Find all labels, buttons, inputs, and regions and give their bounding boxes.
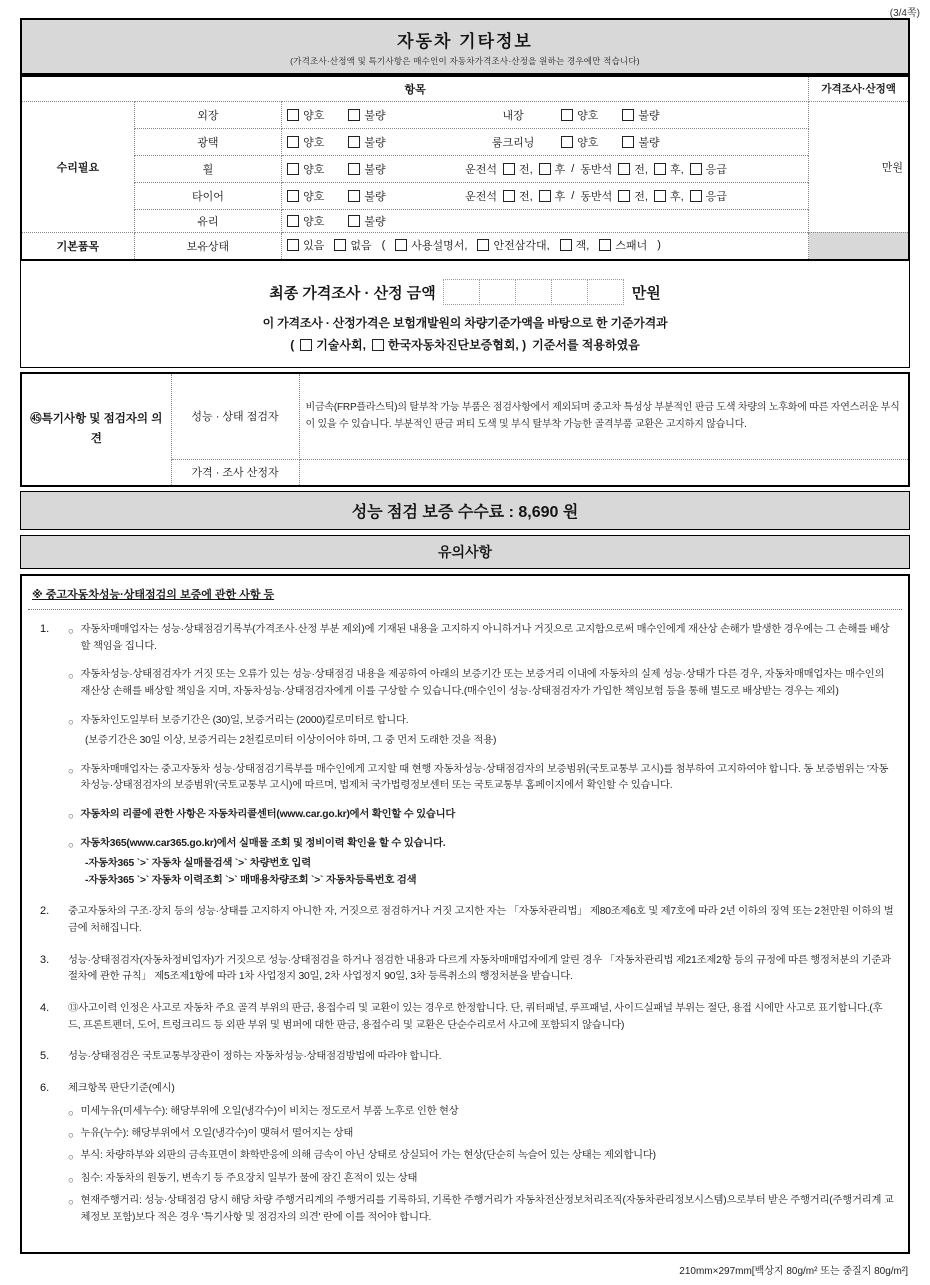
checkbox-interior-good[interactable] [561, 109, 573, 121]
page-number: (3/4쪽) [889, 8, 920, 19]
checkbox-manual[interactable] [395, 239, 407, 251]
special-remarks-table [20, 372, 910, 487]
price-digit-box[interactable] [443, 279, 480, 305]
checkbox-tire-driver-front[interactable] [503, 190, 515, 202]
row-label-retention: 보유상태 [134, 232, 281, 260]
paper-spec-footer: 210mm×297mm[백상지 80g/m² 또는 중질지 80g/m²] [679, 1266, 908, 1278]
checkbox-tire-emergency[interactable] [690, 190, 702, 202]
notice-number: 4. [40, 1001, 50, 1014]
paren-open: ( [381, 239, 386, 252]
inspector-opinion-text: 비금속(FRP플라스틱)의 탈부착 가능 부품은 점검사항에서 제외되며 중고차 특성상 부분적인 판금 도색 차량의 노후화에 따른 자연스러운 부식이 있을 수 있습니다. 부분적인 판금 퍼티 도색 및 부식 탈부착 가능한 골격부품 교환은 고지하지 않습니다. [299, 373, 909, 459]
warranty-fee-bar: 성능 점검 보증 수수료 : 8,690 원 [20, 491, 910, 530]
notice-item-4: 4. ⑬사고이력 인정은 사고로 자동차 주요 골격 부위의 판금, 용접수리 및 교환이 있는 경우로 한정합니다. 단, 쿼터패널, 루프패널, 사이드실패널 부위는 절단, 용접 시에만 사고로 표기합니다.(후드, 프론트펜더, 도어, 트렁크리드 등 외판 부위 및 범퍼에 대한 판금, 용접수리 및 교환은 단순수리로서 사고에 포함되지 않습니다) [32, 1001, 894, 1034]
form-title-box [20, 18, 910, 75]
row-label-interior: 내장 [502, 109, 524, 122]
row-label-polish: 광택 [134, 128, 281, 155]
checkbox-polish-bad[interactable] [348, 136, 360, 148]
price-digit-box[interactable] [479, 279, 516, 305]
checkbox-exterior-bad[interactable] [348, 109, 360, 121]
vehicle-condition-table: 항목 가격조사·산정액 수리필요 외장 양호 불량 내장 양호 불량 만원 광택 양호 불량 룸크리닝 양호 불량 휠 양호 불량 운전석 전, 후 / 동반석 전, 후, 응급 타이어 양호 불량 운전석 전, 후 / 동반석 전, 후, 응급 유리 양호 불량 기본품목 보유상태 있음 없음 ( 사용설명서, 안전삼각대, 잭, 스패너 ) [20, 75, 910, 261]
wheel-driver-label: 운전석 [465, 163, 497, 176]
checkbox-tire-good[interactable] [287, 190, 299, 202]
notice-title-bar: 유의사항 [20, 535, 910, 569]
notice-item-5: 5. 성능·상태점검은 국토교통부장관이 정하는 자동차성능·상태점검방법에 따라야 합니다. [32, 1049, 894, 1066]
row-label-glass: 유리 [134, 209, 281, 232]
notices-box [20, 574, 910, 1254]
bullet-circle-icon: ○ [68, 671, 74, 683]
final-price-label: 최종 가격조사 · 산정 금액 [269, 284, 436, 302]
checkbox-wheel-bad[interactable] [348, 163, 360, 175]
car365-path-1: -자동차365 `>` 자동차 실매물검색 `>` 차량번호 입력 [85, 857, 312, 869]
form-sheet [20, 18, 910, 1254]
price-digit-box[interactable] [587, 279, 624, 305]
notice-number: 5. [40, 1050, 50, 1063]
form-title: 자동차 기타정보 [397, 32, 533, 51]
checkbox-items-none[interactable] [334, 239, 346, 251]
notice-number: 3. [40, 953, 50, 966]
bullet-circle-icon: ○ [68, 1174, 74, 1186]
price-cell-disabled [809, 232, 909, 260]
notice-item-2: 2. 중고자동차의 구조·장치 등의 성능·상태를 고지하지 아니한 자, 거짓으로 점검하거나 거짓 고지한 자는 「자동차관리법」 제80조제6호 및 제7호에 따라 2년 이하의 징역 또는 2천만원 이하의 벌금에 처해집니다. [32, 904, 894, 937]
checkbox-wheel-good[interactable] [287, 163, 299, 175]
checkbox-roomcleaning-good[interactable] [561, 136, 573, 148]
checkbox-kada-association[interactable] [372, 339, 384, 351]
final-price-unit: 만원 [631, 284, 661, 302]
row-label-exterior: 외장 [134, 101, 281, 128]
notice-number: 6. [40, 1081, 50, 1094]
row-label-roomcleaning: 룸크리닝 [491, 136, 535, 149]
price-assessor-text [299, 459, 909, 486]
special-remarks-group: ㊺특기사항 및 점검자의 의견 [21, 373, 171, 486]
bullet-circle-icon: ○ [68, 1107, 74, 1119]
divider [28, 609, 902, 610]
paren-close: ) [657, 239, 661, 252]
row-label-wheel: 휠 [134, 155, 281, 182]
notice-number: 1. [40, 623, 50, 635]
tire-passenger-label: 동반석 [580, 190, 613, 203]
car365-path-2: -자동차365 `>` 자동차 이력조회 `>` 매매용차량조회 `>` 자동차등록번호 검색 [85, 874, 417, 886]
col-header-price: 가격조사·산정액 [809, 76, 909, 101]
price-assessor-label: 가격 · 조사 산정자 [171, 459, 299, 486]
bullet-circle-icon: ○ [68, 840, 74, 852]
checkbox-safety-triangle[interactable] [477, 239, 489, 251]
price-digit-boxes [444, 279, 624, 305]
row-label-tire: 타이어 [134, 182, 281, 209]
bullet-circle-icon: ○ [68, 716, 74, 728]
checkbox-wheel-emergency[interactable] [690, 163, 702, 175]
standard-applied-label: 기준서를 적용하였음 [532, 338, 640, 352]
bullet-circle-icon: ○ [68, 765, 74, 777]
notice-item-6: 6. 체크항목 판단기준(예시) ○ 미세누유(미세누수): 해당부위에 오일(냉각수)이 비치는 정도로서 부품 노후로 인한 현상 ○ 누유(누수): 해당부위에서 오일(냉각수)이 맺혀서 떨어지는 상태 ○ 부식: 차량하부와 외판의 금속표면이 화학반응에 의해 금속이 아닌 상태로 상실되어 가는 현상(단순히 녹슬어 있는 상태는 제외합니다) ○ 침수: 자동차의 원동기, 변속기 등 주요장치 일부가 물에 잠긴 흔적이 있는 상태 ○ 현재주행거리: 성능·상태점검 당시 해당 차량 주행거리계의 주행거리를 기록하되, 기록한 주행거리가 자동차전산정보처리조직(자동차관리정보시스템)으로부터 받은 주행거리(주행거리계 교체정보 포함)보다 적은 경우 '특기사항 및 점검자의 의견' 란에 이를 적어야 합니다. [32, 1081, 894, 1232]
bullet-circle-icon: ○ [68, 626, 74, 637]
notice-number: 2. [40, 905, 50, 918]
price-amount-unit: 만원 [809, 101, 909, 232]
checkbox-interior-bad[interactable] [622, 109, 634, 121]
col-header-item: 항목 [21, 76, 809, 101]
checkbox-wheel-driver-rear[interactable] [539, 163, 551, 175]
price-digit-box[interactable] [515, 279, 552, 305]
checkbox-jack[interactable] [560, 239, 572, 251]
check-criteria-label: 체크항목 판단기준(예시) [68, 1082, 175, 1094]
checkbox-tech-society[interactable] [300, 339, 312, 351]
bullet-circle-icon: ○ [68, 1129, 74, 1141]
checkbox-polish-good[interactable] [287, 136, 299, 148]
checkbox-spanner[interactable] [599, 239, 611, 251]
checkbox-items-have[interactable] [287, 239, 299, 251]
bullet-circle-icon: ○ [68, 811, 74, 823]
checkbox-wheel-passenger-rear[interactable] [654, 163, 666, 175]
price-digit-box[interactable] [551, 279, 588, 305]
checkbox-tire-passenger-rear[interactable] [654, 190, 666, 202]
checkbox-glass-good[interactable] [287, 215, 299, 227]
tire-driver-label: 운전석 [465, 190, 497, 203]
final-price-section: 최종 가격조사 · 산정 금액 만원 이 가격조사 · 산정가격은 보험개발원의 차량기준가액을 바탕으로 한 기준가격과 ( 기술사회, 한국자동차진단보증협회, ) 기준서를 적용하였음 [20, 261, 910, 368]
notice-item-3: 3. 성능·상태점검자(자동차정비업자)가 거짓으로 성능·상태점검을 하거나 점검한 내용과 다르게 자동차매매업자에게 알린 경우 「자동차관리법 제21조제2항 등의 규정에 따른 행정처분의 기준과 절차에 관한 규칙」 제5조제1항에 따라 1차 사업정지 30일, 2차 사업정지 90일, 3차 등록취소의 행정처분을 받습니다. [32, 953, 894, 986]
form-subtitle: (가격조사·산정액 및 특기사항은 매수인이 자동차가격조사·산정을 원하는 경우에만 적습니다) [290, 56, 640, 66]
checkbox-wheel-passenger-front[interactable] [618, 163, 630, 175]
bullet-circle-icon: ○ [68, 1152, 74, 1164]
wheel-separator: / [571, 162, 575, 175]
tire-separator: / [571, 189, 575, 202]
bullet-circle-icon: ○ [68, 1197, 74, 1209]
checkbox-wheel-driver-front[interactable] [503, 163, 515, 175]
basic-group-label: 기본품목 [21, 232, 134, 260]
paren-open: ( [290, 337, 295, 352]
inspector-label: 성능 · 상태 점검자 [171, 373, 299, 459]
checkbox-glass-bad[interactable] [348, 215, 360, 227]
checkbox-tire-driver-rear[interactable] [539, 190, 551, 202]
wheel-passenger-label: 동반석 [580, 163, 613, 176]
notices-heading: ※ 중고자동차성능·상태점검의 보증에 관한 사항 등 [32, 589, 275, 601]
price-basis-line: 이 가격조사 · 산정가격은 보험개발원의 차량기준가액을 바탕으로 한 기준가격과 [262, 316, 668, 330]
repair-group-label: 수리필요 [21, 101, 134, 232]
checkbox-roomcleaning-bad[interactable] [622, 136, 634, 148]
checkbox-tire-bad[interactable] [348, 190, 360, 202]
notice-item-1: 1. ○ 자동차매매업자는 성능·상태점검기록부(가격조사·산정 부분 제외)에 기재된 내용을 고지하지 아니하거나 거짓으로 고지함으로써 매수인에게 재산상 손해가 발생한 경우에는 그 손해를 배상할 책임을 집니다. ○ 자동차성능·상태점검자가 거짓 또는 오류가 있는 성능·상태점검 내용을 제공하여 아래의 보증기간 또는 보증거리 이내에 자동차의 실제 성능·상태가 다른 경우, 자동차매매업자는 매수인의 재산상 손해를 배상할 책임을 지며, 자동차성능·상태점검자에게 이를 구상할 수 있습니다.(매수인이 성능·상태점검자가 가입한 책임보험 등을 통해 별도로 배상받는 경우는 제외) ○ 자동차인도일부터 보증기간은 (30)일, 보증거리는 (2000)킬로미터로 합니다. (보증기간은 30일 이상, 보증거리는 2천킬로미터 이상이어야 하며, 그 중 먼저 도래한 것을 적용) ○ 자동차매매업자는 중고자동차 성능·상태점검기록부를 매수인에게 고지할 때 현행 자동차성능·상태점검자의 보증범위(국토교통부 고시)를 첨부하여 고지하여야 합니다. 동 보증범위는 '자동차성능·상태점검자의 보증범위'(국토교통부 고시)에 따르며, 법제처 국가법령정보센터 또는 국토교통부 홈페이지에서 확인할 수 있습니다. ○ 자동차의 리콜에 관한 사항은 자동차리콜센터(www.car.go.kr)에서 확인할 수 있습니다 ○ 자동차365(www.car365.go.kr)에서 실매물 조회 및 정비이력 확인을 할 수 있습니다. -자동차365 `>` 자동차 실매물검색 `>` 차량번호 입력 -자동차365 `>` 자동차 이력조회 `>` 매매용차량조회 `>` 자동차등록번호 검색 [32, 622, 894, 889]
checkbox-exterior-good[interactable] [287, 109, 299, 121]
checkbox-tire-passenger-front[interactable] [618, 190, 630, 202]
